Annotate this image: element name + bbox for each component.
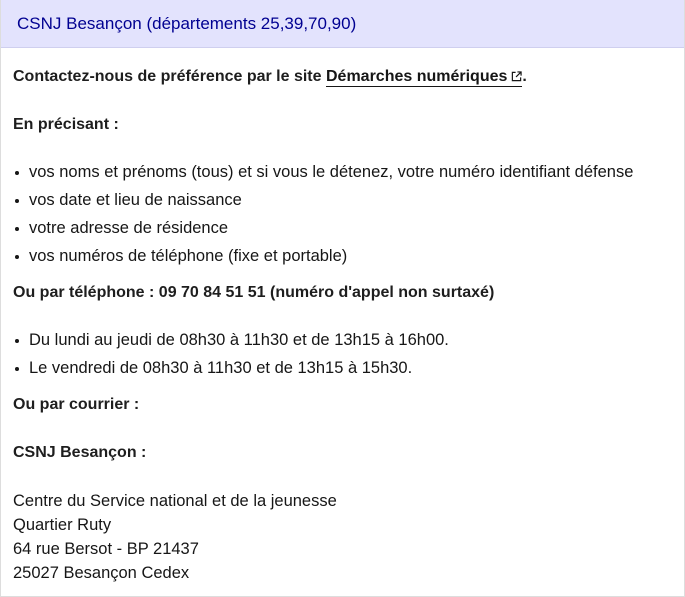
phone-label: Ou par téléphone : 09 70 84 51 51 (numéro d'appel non surtaxé) — [13, 284, 495, 301]
list-item: vos noms et prénoms (tous) et si vous le détenez, votre numéro identifiant défense — [13, 158, 672, 186]
external-link-icon — [511, 71, 522, 82]
list-item: vos date et lieu de naissance — [13, 186, 672, 214]
contact-intro-suffix: . — [522, 68, 527, 85]
list-item: vos numéros de téléphone (fixe et portable) — [13, 242, 672, 270]
mail-label: Ou par courrier : — [13, 396, 140, 413]
hours-list — [13, 326, 672, 382]
section-title: CSNJ Besançon (départements 25,39,70,90) — [17, 13, 357, 33]
section-content — [1, 65, 684, 585]
address-line: 64 rue Bersot - BP 21437 — [13, 540, 199, 558]
list-item: Le vendredi de 08h30 à 11h30 et de 13h15 à 15h30. — [13, 354, 672, 382]
list-item: Du lundi au jeudi de 08h30 à 11h30 et de 13h15 à 16h00. — [13, 326, 672, 354]
precise-label: En précisant : — [13, 116, 119, 133]
demarches-numeriques-link[interactable] — [326, 68, 522, 87]
section-header — [1, 0, 684, 48]
address-line: 25027 Besançon Cedex — [13, 564, 190, 582]
contact-intro — [13, 65, 672, 89]
list-item: votre adresse de résidence — [13, 214, 672, 242]
info-list — [13, 158, 672, 270]
postal-address — [13, 489, 672, 585]
office-label: CSNJ Besançon : — [13, 444, 147, 461]
link-label: Démarches numériques — [325, 68, 508, 85]
address-line: Centre du Service national et de la jeunesse — [13, 492, 337, 510]
contact-intro-prefix: Contactez-nous de préférence par le site — [13, 68, 326, 85]
address-line: Quartier Ruty — [13, 516, 112, 534]
